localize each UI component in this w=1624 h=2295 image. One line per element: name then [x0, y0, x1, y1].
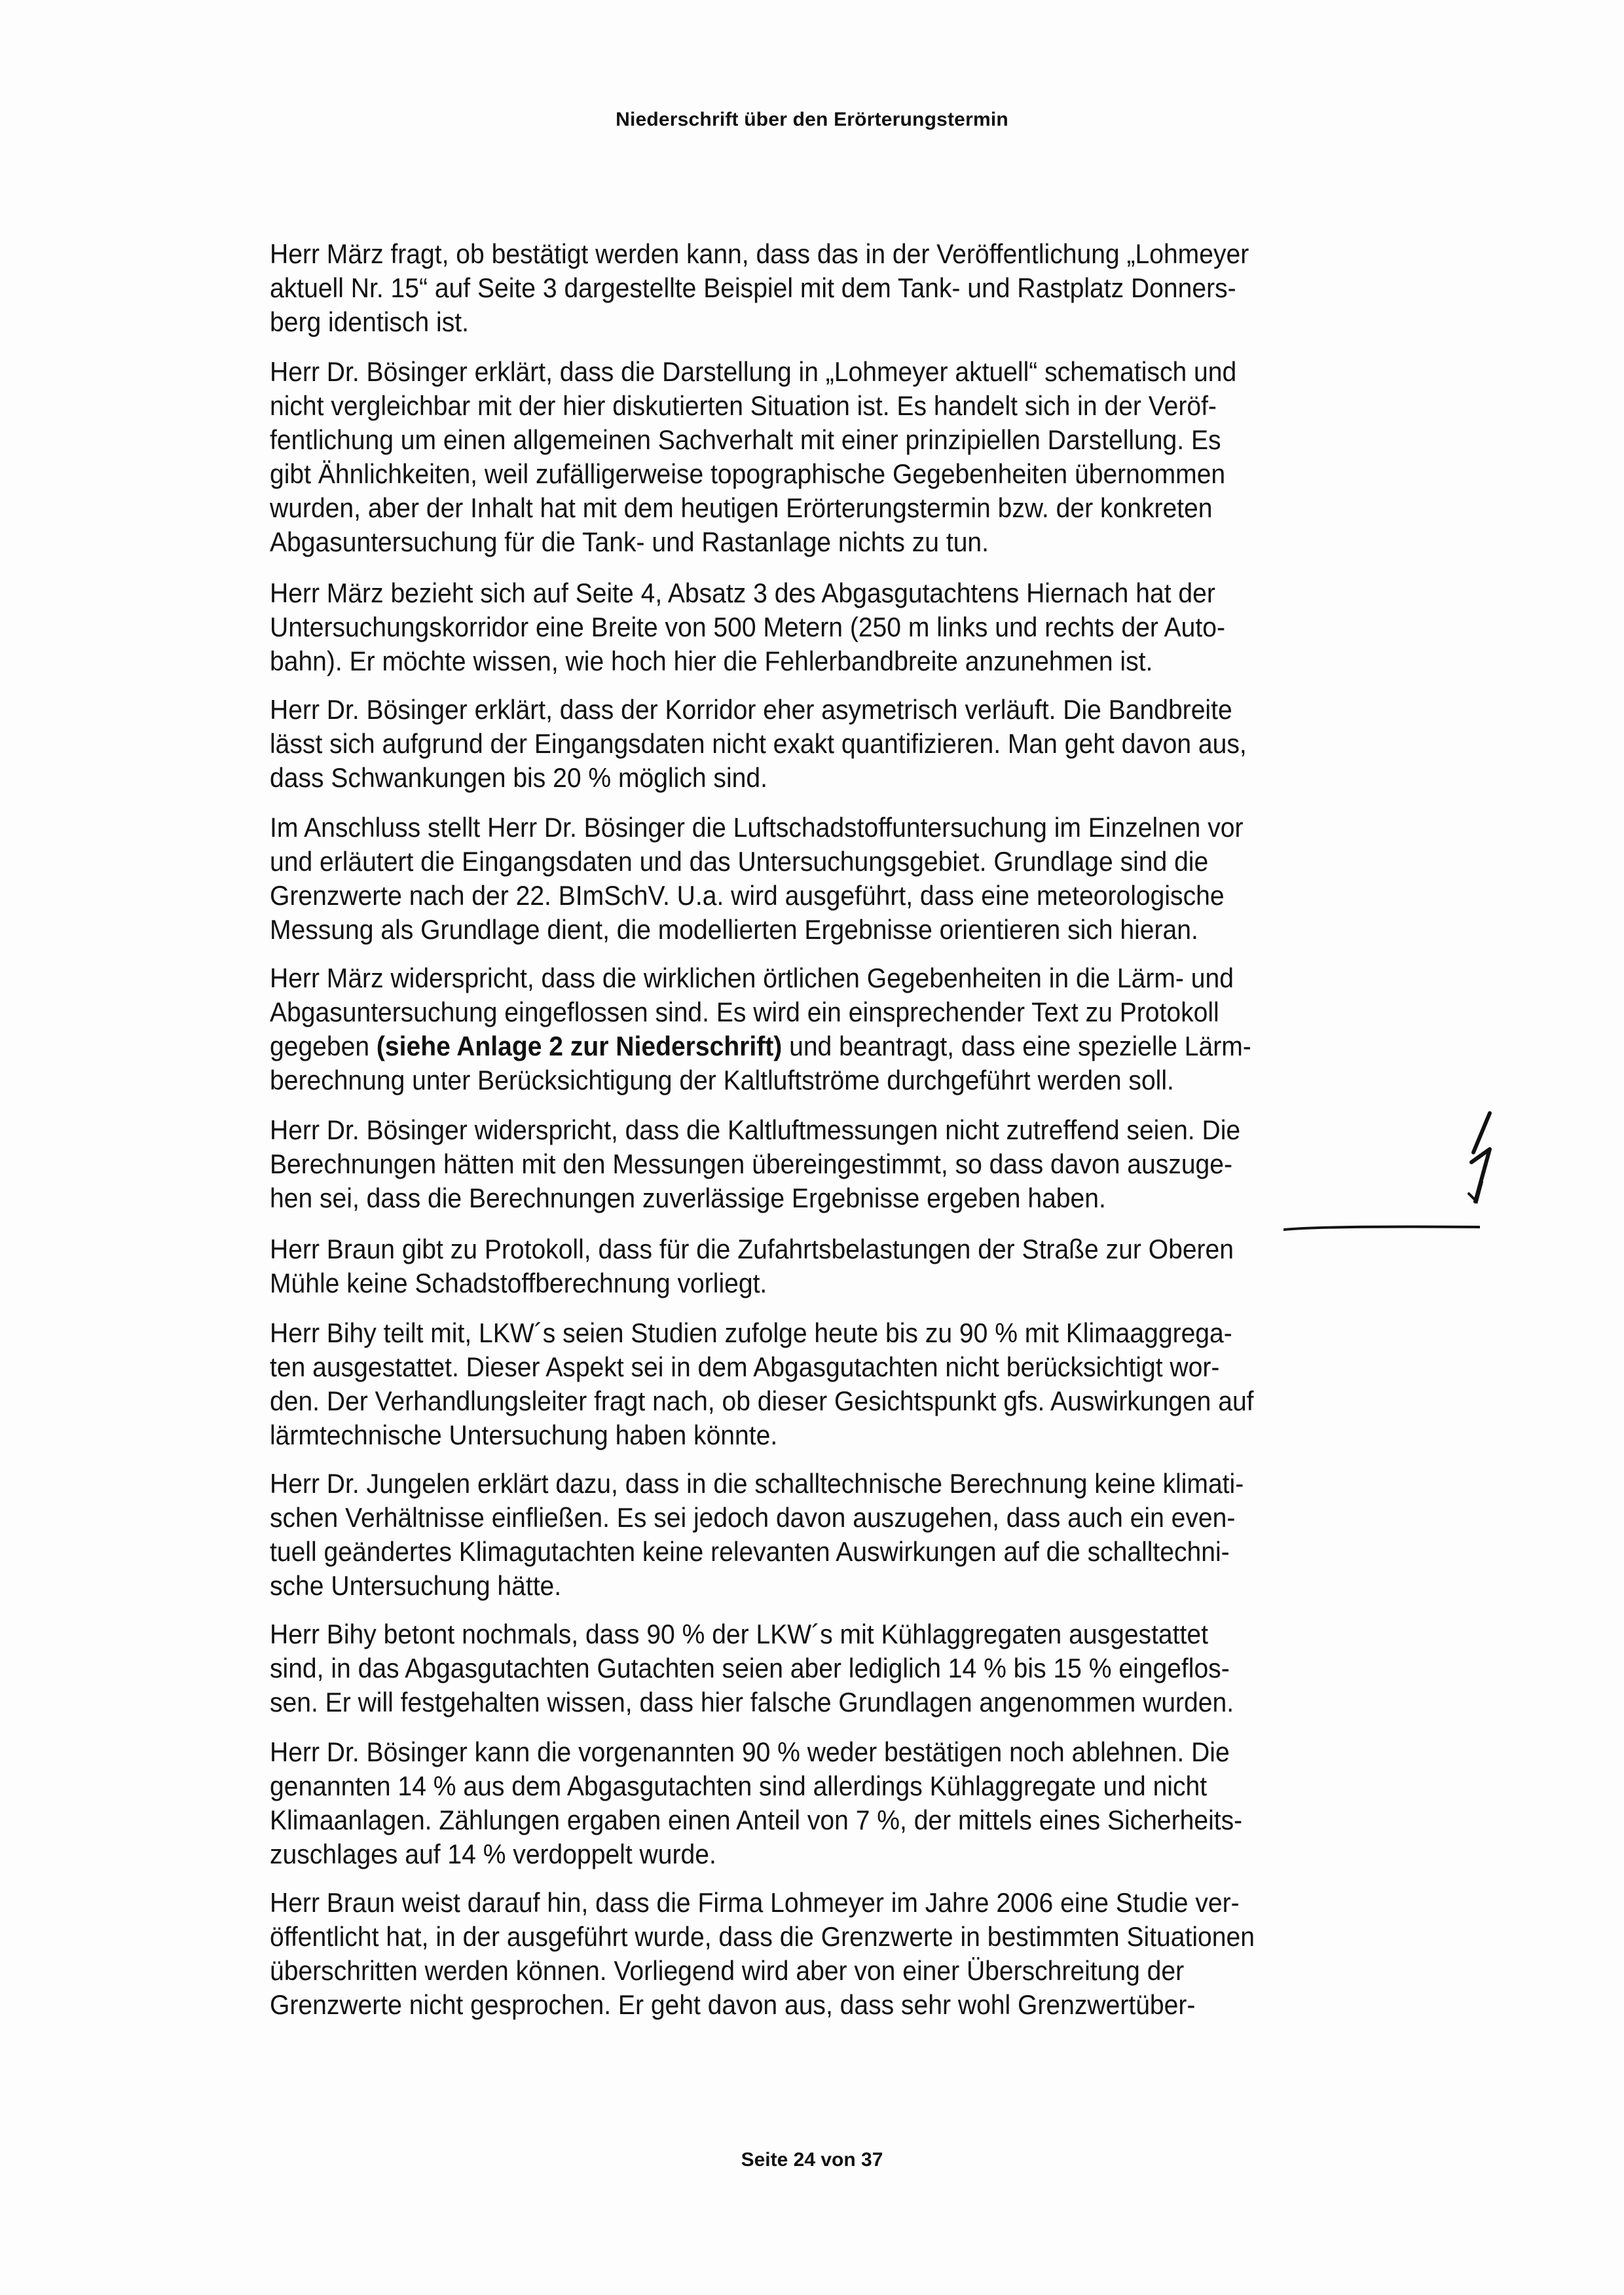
text-line: sche Untersuchung hätte.	[270, 1570, 562, 1601]
paragraph	[270, 1617, 1449, 1719]
text-line: Herr Dr. Bösinger widerspricht, dass die Kaltluftmessungen nicht zutreffend seien. Die	[270, 1114, 1241, 1145]
text-line: dass Schwankungen bis 20 % möglich sind.	[270, 762, 767, 793]
text-line: Grenzwerte nach der 22. BImSchV. U.a. wird ausgeführt, dass eine meteorologische	[270, 880, 1225, 911]
text-line: Messung als Grundlage dient, die modellierten Ergebnisse orientieren sich hieran.	[270, 914, 1198, 945]
text-line: Herr Bihy teilt mit, LKW´s seien Studien zufolge heute bis zu 90 % mit Klimaaggrega-	[270, 1317, 1232, 1348]
text-line: und erläutert die Eingangsdaten und das Untersuchungsgebiet. Grundlage sind die	[270, 846, 1209, 877]
paragraph	[270, 1467, 1449, 1603]
text-line: nicht vergleichbar mit der hier diskutierten Situation ist. Es handelt sich in der Veröf-	[270, 390, 1217, 421]
paragraph	[270, 1886, 1449, 2022]
text-line: genannten 14 % aus dem Abgasgutachten sind allerdings Kühlaggregate und nicht	[270, 1771, 1208, 1801]
page-footer-number: Seite 24 von 37	[741, 2149, 883, 2171]
paragraph	[270, 237, 1449, 339]
paragraph	[270, 693, 1449, 795]
text-line: berg identisch ist.	[270, 306, 469, 337]
text-line: Herr Dr. Jungelen erklärt dazu, dass in die schalltechnische Berechnung keine klimati-	[270, 1468, 1244, 1499]
handwritten-underline-icon	[1283, 1224, 1480, 1231]
text-line: Mühle keine Schadstoffberechnung vorliegt.	[270, 1268, 767, 1298]
text-line: den. Der Verhandlungsleiter fragt nach, ob dieser Gesichtspunkt gfs. Auswirkungen auf	[270, 1386, 1254, 1416]
text-line: Abgasuntersuchung für die Tank- und Rastanlage nichts zu tun.	[270, 526, 989, 557]
paragraph	[270, 1735, 1449, 1871]
text-line: wurden, aber der Inhalt hat mit dem heutigen Erörterungstermin bzw. der konkreten	[270, 492, 1213, 523]
text-line: schen Verhältnisse einfließen. Es sei jedoch davon auszugehen, dass auch ein even-	[270, 1502, 1236, 1533]
text-line: sind, in das Abgasgutachten Gutachten seien aber lediglich 14 % bis 15 % eingeflos-	[270, 1653, 1230, 1683]
text-line: lärmtechnische Untersuchung haben könnte.	[270, 1420, 778, 1450]
text-line: Grenzwerte nicht gesprochen. Er geht davon aus, dass sehr wohl Grenzwertüber-	[270, 1989, 1196, 2020]
text-line: sen. Er will festgehalten wissen, dass hier falsche Grundlagen angenommen wurden.	[270, 1687, 1234, 1717]
text-line: Herr März bezieht sich auf Seite 4, Absatz 3 des Abgasgutachtens Hiernach hat der	[270, 578, 1215, 608]
paragraph	[270, 811, 1449, 947]
page-header-title: Niederschrift über den Erörterungstermin	[616, 109, 1008, 130]
text-line: Herr März widerspricht, dass die wirklichen örtlichen Gegebenheiten in die Lärm- und	[270, 963, 1234, 993]
text-line: Berechnungen hätten mit den Messungen übereingestimmt, so dass davon auszuge-	[270, 1148, 1232, 1179]
paragraph	[270, 355, 1449, 559]
text-line: Herr Dr. Bösinger erklärt, dass der Korridor eher asymetrisch verläuft. Die Bandbreite	[270, 694, 1232, 725]
text-line: tuell geändertes Klimagutachten keine relevanten Auswirkungen auf die schalltechni-	[270, 1536, 1230, 1567]
text-line: Herr März fragt, ob bestätigt werden kann, dass das in der Veröffentlichung „Lohmeyer	[270, 238, 1249, 269]
text-line: Herr Braun weist darauf hin, dass die Firma Lohmeyer im Jahre 2006 eine Studie ver-	[270, 1887, 1240, 1918]
text-line: Klimaanlagen. Zählungen ergaben einen Anteil von 7 %, der mittels eines Sicherheits-	[270, 1805, 1243, 1835]
text-line: Untersuchungskorridor eine Breite von 500 Metern (250 m links und rechts der Auto-	[270, 612, 1225, 642]
text-segment: gegeben	[270, 1031, 377, 1061]
text-line: Herr Dr. Bösinger erklärt, dass die Darstellung in „Lohmeyer aktuell“ schematisch und	[270, 356, 1237, 387]
text-line: überschritten werden können. Vorliegend wird aber von einer Überschreitung der	[270, 1955, 1185, 1986]
text-segment: und beantragt, dass eine spezielle Lärm-	[782, 1031, 1251, 1061]
text-line: ten ausgestattet. Dieser Aspekt sei in dem Abgasgutachten nicht berücksichtigt wor-	[270, 1351, 1220, 1382]
paragraph	[270, 1316, 1449, 1452]
paragraph	[270, 1232, 1449, 1300]
text-line: lässt sich aufgrund der Eingangsdaten nicht exakt quantifizieren. Man geht davon aus,	[270, 728, 1247, 759]
paragraph	[270, 1113, 1449, 1215]
paragraph	[270, 961, 1449, 1097]
text-line: Abgasuntersuchung eingeflossen sind. Es wird ein einsprechender Text zu Protokoll	[270, 997, 1219, 1027]
text-line: Herr Dr. Bösinger kann die vorgenannten 90 % weder bestätigen noch ablehnen. Die	[270, 1736, 1230, 1767]
text-line: gibt Ähnlichkeiten, weil zufälligerweise topographische Gegebenheiten übernommen	[270, 458, 1226, 489]
text-line: öffentlicht hat, in der ausgeführt wurde, dass die Grenzwerte in bestimmten Situationen	[270, 1921, 1255, 1952]
paragraph	[270, 576, 1449, 678]
text-line: zuschlages auf 14 % verdoppelt wurde.	[270, 1839, 716, 1869]
text-line: berechnung unter Berücksichtigung der Kaltluftströme durchgeführt werden soll.	[270, 1065, 1174, 1095]
text-line: Herr Braun gibt zu Protokoll, dass für die Zufahrtsbelastungen der Straße zur Oberen	[270, 1234, 1234, 1264]
text-line: aktuell Nr. 15“ auf Seite 3 dargestellte Beispiel mit dem Tank- und Rastplatz Donners-	[270, 272, 1236, 303]
text-line	[270, 1029, 1366, 1063]
text-line: Im Anschluss stellt Herr Dr. Bösinger die Luftschadstoffuntersuchung im Einzelnen vor	[270, 812, 1244, 843]
text-line: Herr Bihy betont nochmals, dass 90 % der LKW´s mit Kühlaggregaten ausgestattet	[270, 1619, 1208, 1649]
text-line: fentlichung um einen allgemeinen Sachverhalt mit einer prinzipiellen Darstellung. Es	[270, 424, 1221, 455]
annex-reference: (siehe Anlage 2 zur Niederschrift)	[376, 1031, 783, 1061]
text-line: bahn). Er möchte wissen, wie hoch hier die Fehlerbandbreite anzunehmen ist.	[270, 646, 1153, 676]
handwritten-margin-mark-icon	[1464, 1110, 1516, 1208]
text-line: hen sei, dass die Berechnungen zuverlässige Ergebnisse ergeben haben.	[270, 1183, 1106, 1213]
